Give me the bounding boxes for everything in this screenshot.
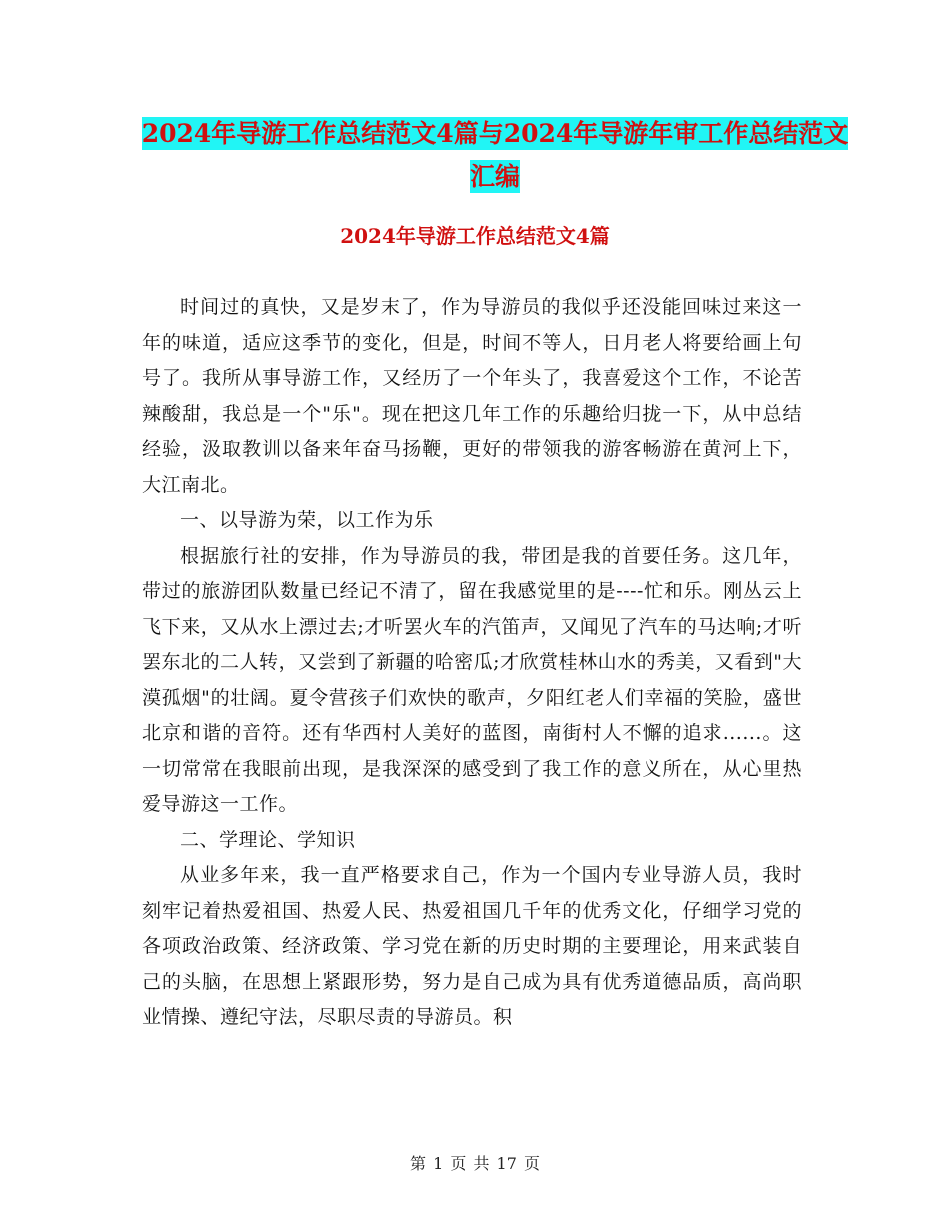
document-title (140, 112, 850, 198)
page-footer: 第 1 页 共 17 页 (410, 1154, 540, 1173)
subheading-2: 二、学理论、学知识 (180, 828, 356, 851)
document-body (142, 290, 802, 1036)
section-heading: 2024年导游工作总结范文4篇 (340, 224, 610, 248)
document-title-text: 2024年导游工作总结范文4篇与2024年导游年审工作总结范文汇编 (141, 119, 849, 191)
paragraph-2: 从业多年来，我一直严格要求自己，作为一个国内专业导游人员，我时刻牢记着热爱祖国、热爱人民、热爱祖国几千年的优秀文化，仔细学习党的各项政治政策、经济政策、学习党在新的历史时期的主要理论，用来武装自己的头脑，在思想上紧跟形势，努力是自己成为具有优秀道德品质，高尚职业情操、遵纪守法，尽职尽责的导游员。积 (142, 864, 802, 1028)
subheading-1: 一、以导游为荣，以工作为乐 (180, 509, 434, 531)
paragraph-intro: 时间过的真快，又是岁末了，作为导游员的我似乎还没能回味过来这一年的味道，适应这季节的变化，但是，时间不等人，日月老人将要给画上句号了。我所从事导游工作，又经历了一个年头了，我喜爱这个工作，不论苦辣酸甜，我总是一个"乐"。现在把这几年工作的乐趣给归拢一下，从中总结经验，汲取教训以备来年奋马扬鞭，更好的带领我的游客畅游在黄河上下，大江南北。 (142, 296, 802, 496)
paragraph-1: 根据旅行社的安排，作为导游员的我，带团是我的首要任务。这几年，带过的旅游团队数量已经记不清了，留在我感觉里的是----忙和乐。刚丛云上飞下来，又从水上漂过去;才听罢火车的汽笛声，又闻见了汽车的马达响;才听罢东北的二人转，又尝到了新疆的哈密瓜;才欣赏桂林山水的秀美，又看到"大漠孤烟"的壮阔。夏令营孩子们欢快的歌声，夕阳红老人们幸福的笑脸，盛世北京和谐的音符。还有华西村人美好的蓝图，南街村人不懈的追求......。这一切常常在我眼前出现，是我深深的感受到了我工作的意义所在，从心里热爱导游这一工作。 (142, 544, 802, 815)
